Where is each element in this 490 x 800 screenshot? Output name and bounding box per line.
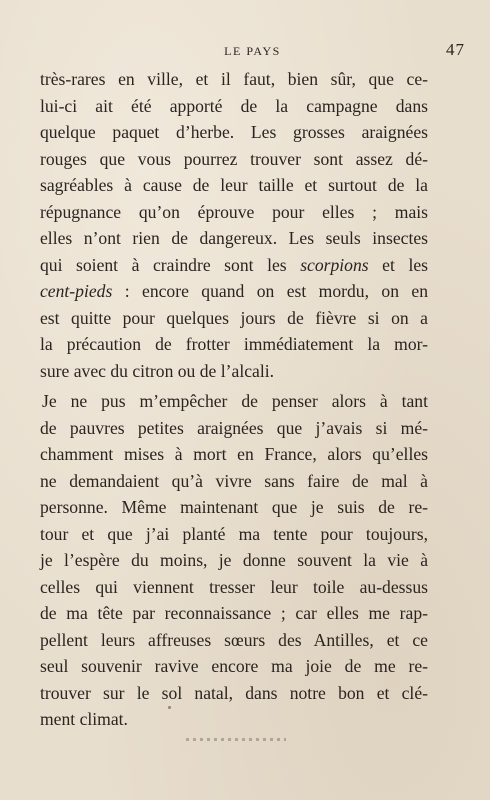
page-number: 47 bbox=[446, 40, 465, 59]
text-line: seul souvenir ravive encore ma joie de me re- bbox=[40, 656, 428, 676]
text-line-with-italic bbox=[40, 252, 428, 279]
text-line: quelque paquet d’herbe. Les grosses araignées bbox=[40, 122, 428, 142]
text-line: très-rares en ville, et il faut, bien sûr, que ce- bbox=[40, 69, 428, 89]
text-line: chamment mises à mort en France, alors qu’elles bbox=[40, 444, 428, 464]
text-line: personne. Même maintenant que je suis de re- bbox=[40, 497, 428, 517]
italic-term-scorpions: scorpions bbox=[300, 254, 369, 275]
text-line: sagréables à cause de leur taille et surtout de la bbox=[40, 175, 428, 195]
text-line: sure avec du citron ou de l’alcali. bbox=[40, 360, 274, 381]
text-line: lui-ci ait été apporté de la campagne dans bbox=[40, 95, 428, 116]
text-line: tour et que j’ai planté ma tente pour toujours, bbox=[40, 523, 428, 544]
running-title: LE PAYS bbox=[224, 44, 281, 58]
text-line: est quitte pour quelques jours de fièvre si on a bbox=[40, 307, 428, 328]
line-text-before: qui soient à craindre sont les bbox=[40, 254, 301, 275]
text-line: ne demandaient qu’à vivre sans faire de mal à bbox=[40, 470, 428, 491]
text-line: trouver sur le sol natal, dans notre bon et clé- bbox=[40, 682, 428, 703]
line-text-after: et les bbox=[368, 254, 428, 275]
text-line: rouges que vous pourrez trouver sont assez dé- bbox=[40, 148, 428, 169]
text-line: pellent leurs affreuses sœurs des Antilles, et ce bbox=[40, 629, 428, 650]
text-line: de pauvres petites araignées que j’avais si mé- bbox=[40, 417, 428, 438]
text-line: elles n’ont rien de dangereux. Les seuls insectes bbox=[40, 228, 428, 248]
italic-term-cent-pieds: cent-pieds bbox=[40, 281, 113, 301]
text-line: la précaution de frotter immédiatement la mor- bbox=[40, 334, 428, 354]
paragraph-1 bbox=[40, 66, 428, 384]
paragraph-2 bbox=[40, 388, 428, 733]
line-text-after: : encore quand on est mordu, on en bbox=[112, 281, 428, 301]
text-line: celles qui viennent tresser leur toile au-dessus bbox=[40, 576, 428, 597]
ink-speck bbox=[168, 706, 171, 709]
text-line: de ma tête par reconnaissance ; car elles me rap- bbox=[40, 603, 428, 623]
faint-show-through-mark bbox=[186, 738, 286, 741]
text-line: répugnance qu’on éprouve pour elles ; mais bbox=[40, 201, 428, 222]
text-line: je l’espère du moins, je donne souvent la vie à bbox=[40, 550, 428, 570]
text-line: Je ne pus m’empêcher de penser alors à tant bbox=[42, 391, 428, 411]
body-text bbox=[40, 66, 428, 733]
text-line: ment climat. bbox=[40, 709, 128, 729]
running-head bbox=[40, 40, 465, 60]
text-line-with-italic bbox=[40, 278, 428, 305]
